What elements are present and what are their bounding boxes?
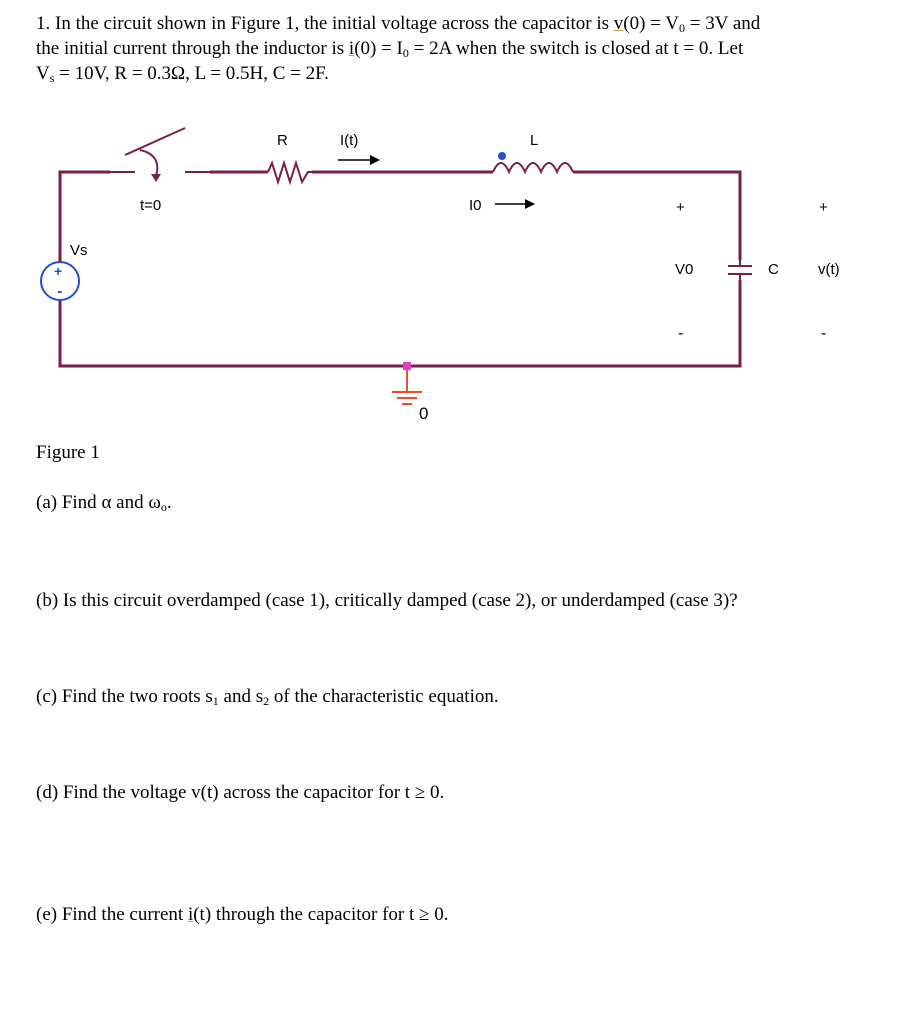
wire-top-right [573,172,740,260]
v0-minus: - [678,325,684,342]
resistor [268,163,312,182]
question-a: (a) Find α and $\omega_o$. [36,492,172,514]
vt-minus: - [821,325,827,342]
ground-label: 0 [419,404,429,423]
inductor-label: L [530,132,539,149]
problem-number: 1. [36,13,51,34]
inductor-dot [498,152,506,160]
source-label: Vs [70,242,88,259]
question-e: (e) Find the current i(t) through the capacitor for t ≥ 0. [36,904,449,925]
vt-label: v(t) [818,261,840,278]
capacitor-label: C [768,261,779,278]
source-plus: + [54,263,63,279]
source-minus: - [57,283,63,300]
v0-plus: + [676,199,685,216]
circuit-diagram [0,0,919,440]
current-label: I(t) [340,132,359,149]
figure-caption: Figure 1 [36,442,100,463]
initial-current-arrow-icon [525,199,535,209]
capacitor [728,260,752,280]
switch-arrow-icon [151,174,161,182]
switch [110,128,210,176]
v0-label: V0 [675,261,694,278]
ground-node [403,362,411,370]
question-c: (c) Find the two roots $s_1$ and $s_2$ of the characteristic equation. [36,686,499,708]
vt-plus: + [819,199,828,216]
current-arrow-icon [370,155,380,165]
inductor [493,163,573,172]
initial-current-label: I0 [469,197,482,214]
question-d: (d) Find the voltage v(t) across the capacitor for t ≥ 0. [36,782,445,803]
wire-right-bottom [60,280,740,366]
problem-line-3: $V_s = 10V$, R = 0.3Ω, L = 0.5H, C = 2F. [36,63,329,85]
question-b: (b) Is this circuit overdamped (case 1), critically damped (case 2), or underdamped (case 3)? [36,590,738,611]
resistor-label: R [277,132,288,149]
ground-icon [392,366,422,404]
switch-label: t=0 [140,197,162,214]
problem-line-1: 1. In the circuit shown in Figure 1, the initial voltage across the capacitor is $v(0) = V_0 = 3V$ and [36,13,761,35]
problem-line-2: the initial current through the inductor is $i(0) = I_0 = 2A$ when the switch is closed at t = 0. Let [36,38,744,60]
